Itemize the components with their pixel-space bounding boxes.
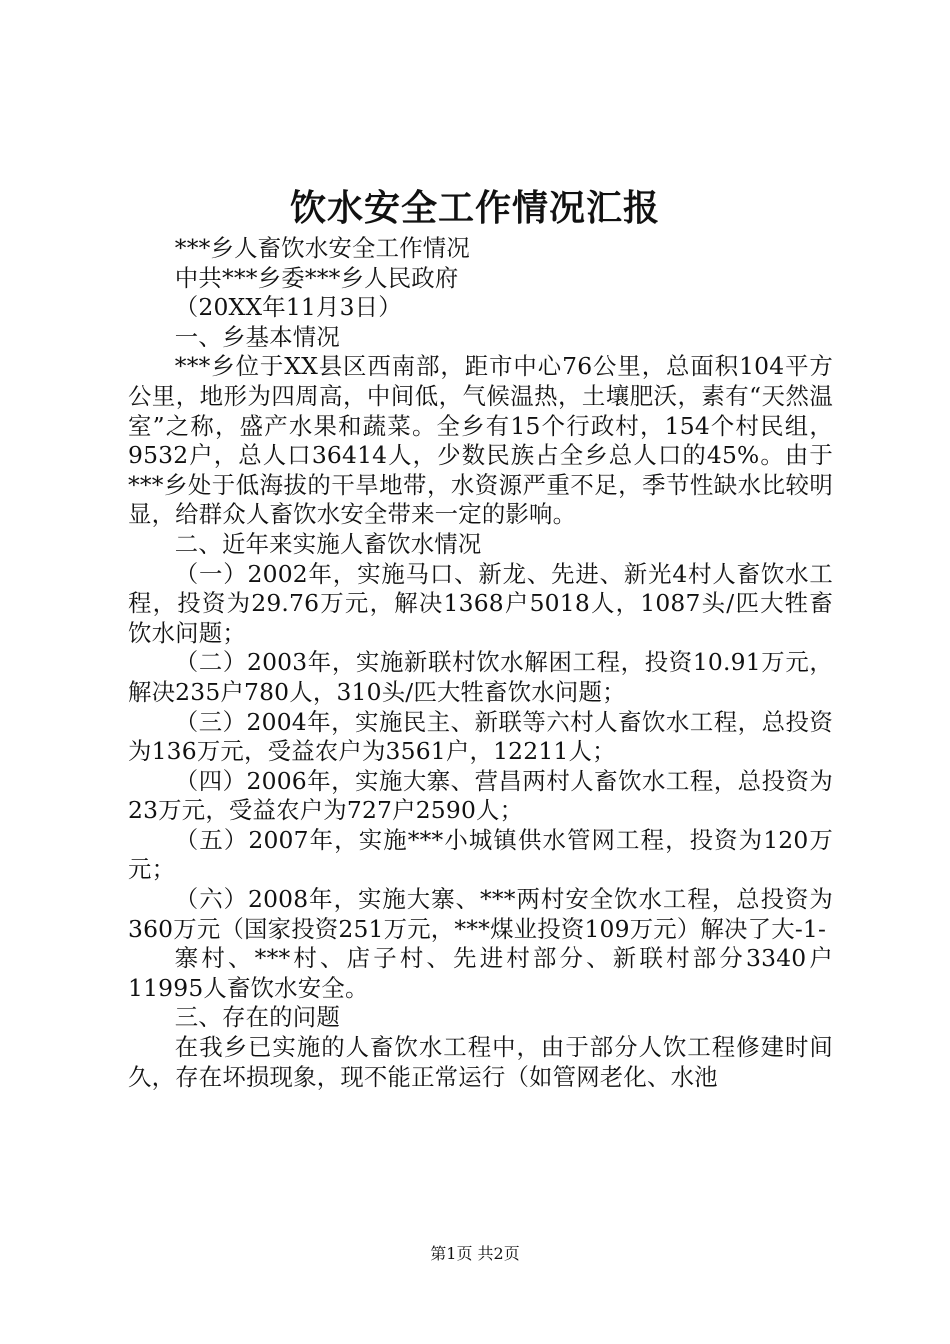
page-footer: 第1页 共2页 — [430, 1244, 520, 1263]
section-heading-3: 三、存在的问题 — [174, 1003, 340, 1032]
list-item-2006: （四）2006年，实施大寨、营昌两村人畜饮水工程，总投资为23万元，受益农户为727户2590人； — [128, 766, 833, 825]
paragraph-basic-info: ***乡位于XX县区西南部，距市中心76公里，总面积104平方公里，地形为四周高，中间低，气候温热，土壤肥沃，素有“天然温室”之称，盛产水果和蔬菜。全乡有15个行政村，154个村民组，9532户，总人口36414人，少数民族占全乡总人口的45%。由于***乡处于低海拔的干旱地带，水资源严重不足，季节性缺水比较明显，给群众人畜饮水安全带来一定的影响。 — [128, 352, 833, 529]
paragraph-problems: 在我乡已实施的人畜饮水工程中，由于部分人饮工程修建时间久，存在坏损现象，现不能正常运行（如管网老化、水池 — [128, 1033, 833, 1091]
section-heading-2: 二、近年来实施人畜饮水情况 — [174, 529, 482, 558]
list-item-2007: （五）2007年，实施***小城镇供水管网工程，投资为120万元； — [128, 825, 833, 884]
list-item-2002: （一）2002年，实施马口、新龙、先进、新光4村人畜饮水工程，投资为29.76万元，解决1368户5018人，1087头/匹大牲畜饮水问题； — [128, 559, 833, 647]
date-line: （20XX年11月3日） — [174, 293, 402, 322]
issuer-line: 中共***乡委***乡人民政府 — [174, 263, 459, 292]
list-item-2008-continued: 寨村、***村、店子村、先进村部分、新联村部分3340户11995人畜饮水安全。 — [128, 944, 833, 1002]
document-title: 饮水安全工作情况汇报 — [289, 187, 660, 229]
list-item-2008: （六）2008年，实施大寨、***两村安全饮水工程，总投资为360万元（国家投资251万元，***煤业投资109万元）解决了大-1- — [128, 885, 833, 943]
subtitle-line: ***乡人畜饮水安全工作情况 — [174, 234, 470, 262]
section-heading-1: 一、乡基本情况 — [174, 322, 340, 351]
list-item-2003: （二）2003年，实施新联村饮水解困工程，投资10.91万元，解决235户780人，310头/匹大牲畜饮水问题； — [128, 648, 833, 706]
list-item-2004: （三）2004年，实施民主、新联等六村人畜饮水工程，总投资为136万元，受益农户为3561户，12211人； — [128, 707, 833, 766]
document-body — [128, 234, 833, 1092]
